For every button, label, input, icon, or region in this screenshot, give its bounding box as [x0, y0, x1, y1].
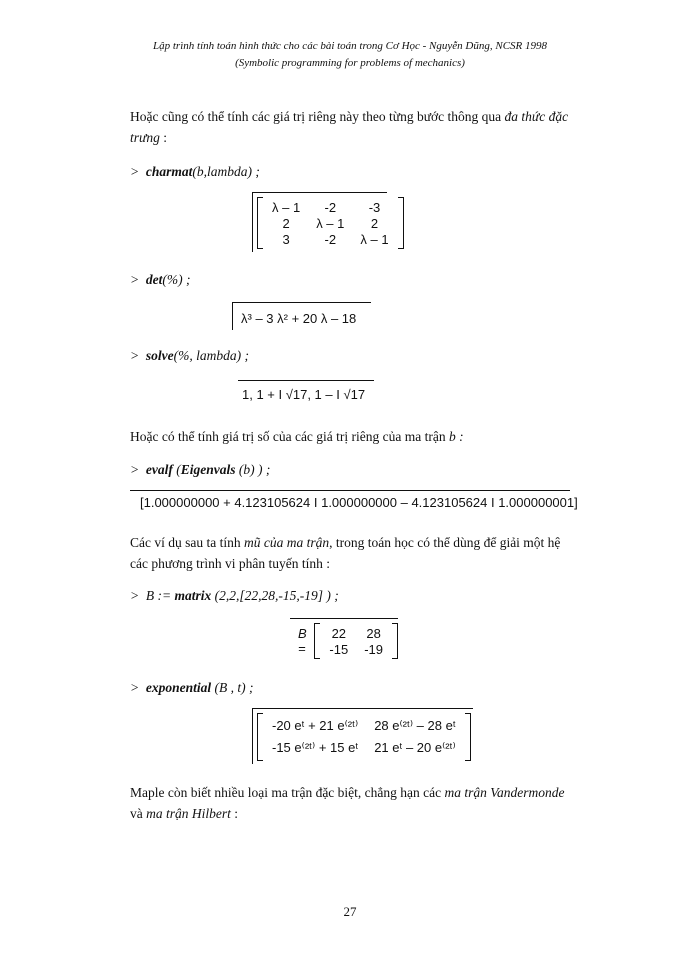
paragraph-3: Các ví dụ sau ta tính mũ của ma trận, trong toán học có thể dùng để giải một hệ các phương trình vi phân tuyến tính : — [130, 535, 561, 571]
func: charmat — [145, 164, 193, 179]
args: (b,lambda) ; — [192, 164, 260, 179]
running-header: Lập trình tính toán hình thức cho các bài toán trong Cơ Học - Nguyễn Dũng, NCSR 1998 — [153, 40, 547, 52]
paragraph-1 — [130, 106, 580, 148]
paragraph-4: Maple còn biết nhiều loại ma trận đặc biệt, chẳng hạn các ma trận Vandermonde và ma trận Hilbert : — [130, 785, 565, 821]
running-subheader: (Symbolic programming for problems of mechanics) — [235, 57, 465, 69]
output-det: λ³ – 3 λ² + 20 λ – 18 — [232, 302, 371, 330]
command-solve: > solve(%, lambda) ; — [130, 348, 249, 363]
command-charmat — [130, 164, 260, 180]
command-matrix: > B := matrix (2,2,[22,28,-15,-19] ) ; — [130, 588, 339, 603]
output-eigenvals: [1.000000000 + 4.123105624 I 1.000000000 – 4.123105624 I 1.000000001] — [130, 490, 570, 510]
paragraph-1-text: Hoặc cũng có thể tính các giá trị riêng này theo từng bước thông qua — [130, 109, 505, 124]
page-number: 27 — [343, 904, 357, 919]
prompt: > — [130, 164, 140, 179]
output-charmat — [252, 192, 387, 252]
command-exponential: > exponential (B , t) ; — [130, 680, 254, 695]
paragraph-1-tail: : — [159, 130, 168, 145]
output-solve: 1, 1 + I √17, 1 – I √17 — [238, 380, 374, 402]
command-det: > det(%) ; — [130, 272, 191, 287]
output-matrix-B: B = 22 28 -15 -19 — [290, 618, 398, 659]
command-evalf: > evalf (Eigenvals (b) ) ; — [130, 462, 271, 477]
matrix: λ – 1 -2 -3 2 λ – 1 2 3 -2 λ – 1 — [257, 197, 404, 249]
output-exponential: -20 eᵗ + 21 e⁽²ᵗ⁾ 28 e⁽²ᵗ⁾ – 28 eᵗ -15 e⁽²ᵗ⁾ + 15 eᵗ 21 eᵗ – 20 e⁽²ᵗ⁾ — [252, 708, 473, 764]
paragraph-1-emph: đa thức đặc trưng — [130, 109, 569, 145]
paragraph-2: Hoặc có thể tính giá trị số của các giá trị riêng của ma trận b : — [130, 429, 464, 444]
